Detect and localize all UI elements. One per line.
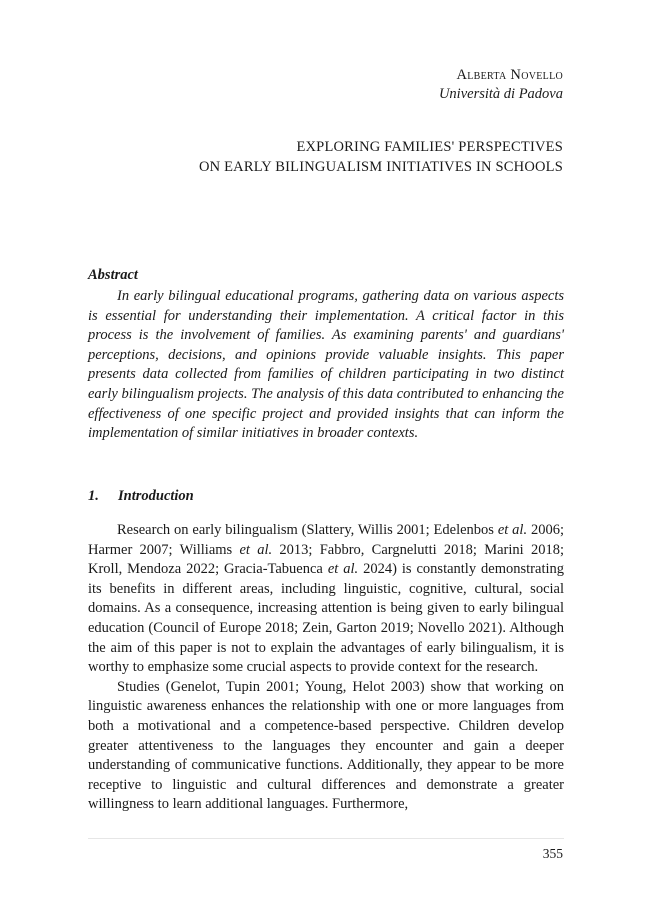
- paragraph-1-text-2: 2006; Harmer 2007; Williams: [88, 522, 565, 558]
- body-text: [88, 521, 564, 815]
- author-affiliation: Università di Padova: [438, 86, 563, 102]
- abstract-text: In early bilingual educational programs, gathering data on various aspects is essential for understanding their implementation. A critical factor in this process is the involvement of families. As examining parents' and guardians' perceptions, decisions, and opinions provide valuable insights. This paper presents data collected from families of children participating in two distinct early bilingualism projects. The analysis of this data contributed to enhancing the effectiveness of one specific project and provided insights that can inform the implementation of similar initiatives in broader contexts.: [88, 288, 564, 442]
- citation-et-al-2: et al.: [239, 541, 273, 558]
- footer-divider: [88, 838, 564, 839]
- section-title: Introduction: [118, 488, 194, 504]
- paragraph-2: Studies (Genelot, Tupin 2001; Young, Helot 2003) show that working on linguistic awareness enhances the relationship with one or more languages from both a motivational and a competence-based perspective. Children develop greater attentiveness to the languages they encounter and gain a deeper understanding of communicative functions. Additionally, they appear to be more receptive to linguistic and cultural differences and demonstrate a greater willingness to learn additional languages. Furthermore,: [88, 678, 564, 813]
- title-line-2: ON EARLY BILINGUALISM INITIATIVES IN SCHOOLS: [198, 159, 563, 175]
- section-number: 1.: [88, 488, 99, 504]
- citation-et-al-1: et al.: [497, 522, 528, 538]
- paragraph-1-text-1: Research on early bilingualism (Slattery, Willis 2001; Edelenbos: [117, 522, 498, 538]
- paper-title: [199, 137, 563, 177]
- paragraph-1: [88, 521, 564, 678]
- abstract-heading: Abstract: [88, 267, 138, 283]
- paragraph-1-text-4: 2024) is constantly demonstrating its benefits in different areas, including linguistic, cognitive, cultural, social domains. As a consequence, increasing attention is being given to early bilingual education (Council of Europe 2018; Zein, Garton 2019; Novello 2021). Although the aim of this paper is not to explain the advantages of early bilingualism, it is worthy to emphasize some crucial aspects to provide context for the research.: [88, 561, 564, 676]
- author-name: Alberta Novello: [456, 67, 563, 83]
- paragraph-1-text-3: 2013; Fabbro, Cargnelutti 2018; Marini 2018; Kroll, Mendoza 2022; Gracia-Tabuenca: [88, 541, 564, 578]
- section-heading: [88, 488, 194, 505]
- author-block: [439, 66, 563, 104]
- page-number: 355: [542, 846, 563, 861]
- title-line-1: EXPLORING FAMILIES' PERSPECTIVES: [296, 139, 563, 155]
- citation-et-al-3: et al.: [327, 561, 359, 578]
